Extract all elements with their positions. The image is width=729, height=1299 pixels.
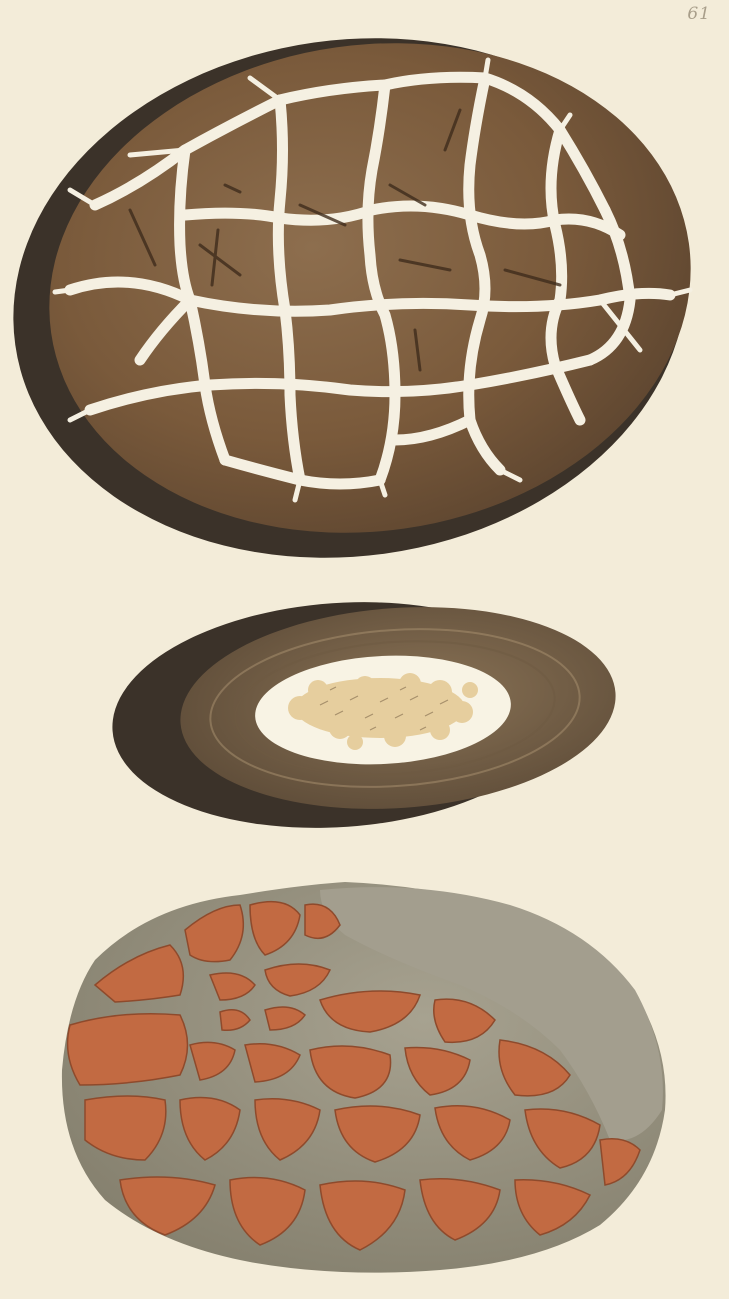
page-number: 61: [687, 4, 711, 24]
nodule-middle: [105, 587, 623, 842]
nodule-top: [0, 0, 723, 601]
nodule-bottom: [62, 882, 666, 1273]
